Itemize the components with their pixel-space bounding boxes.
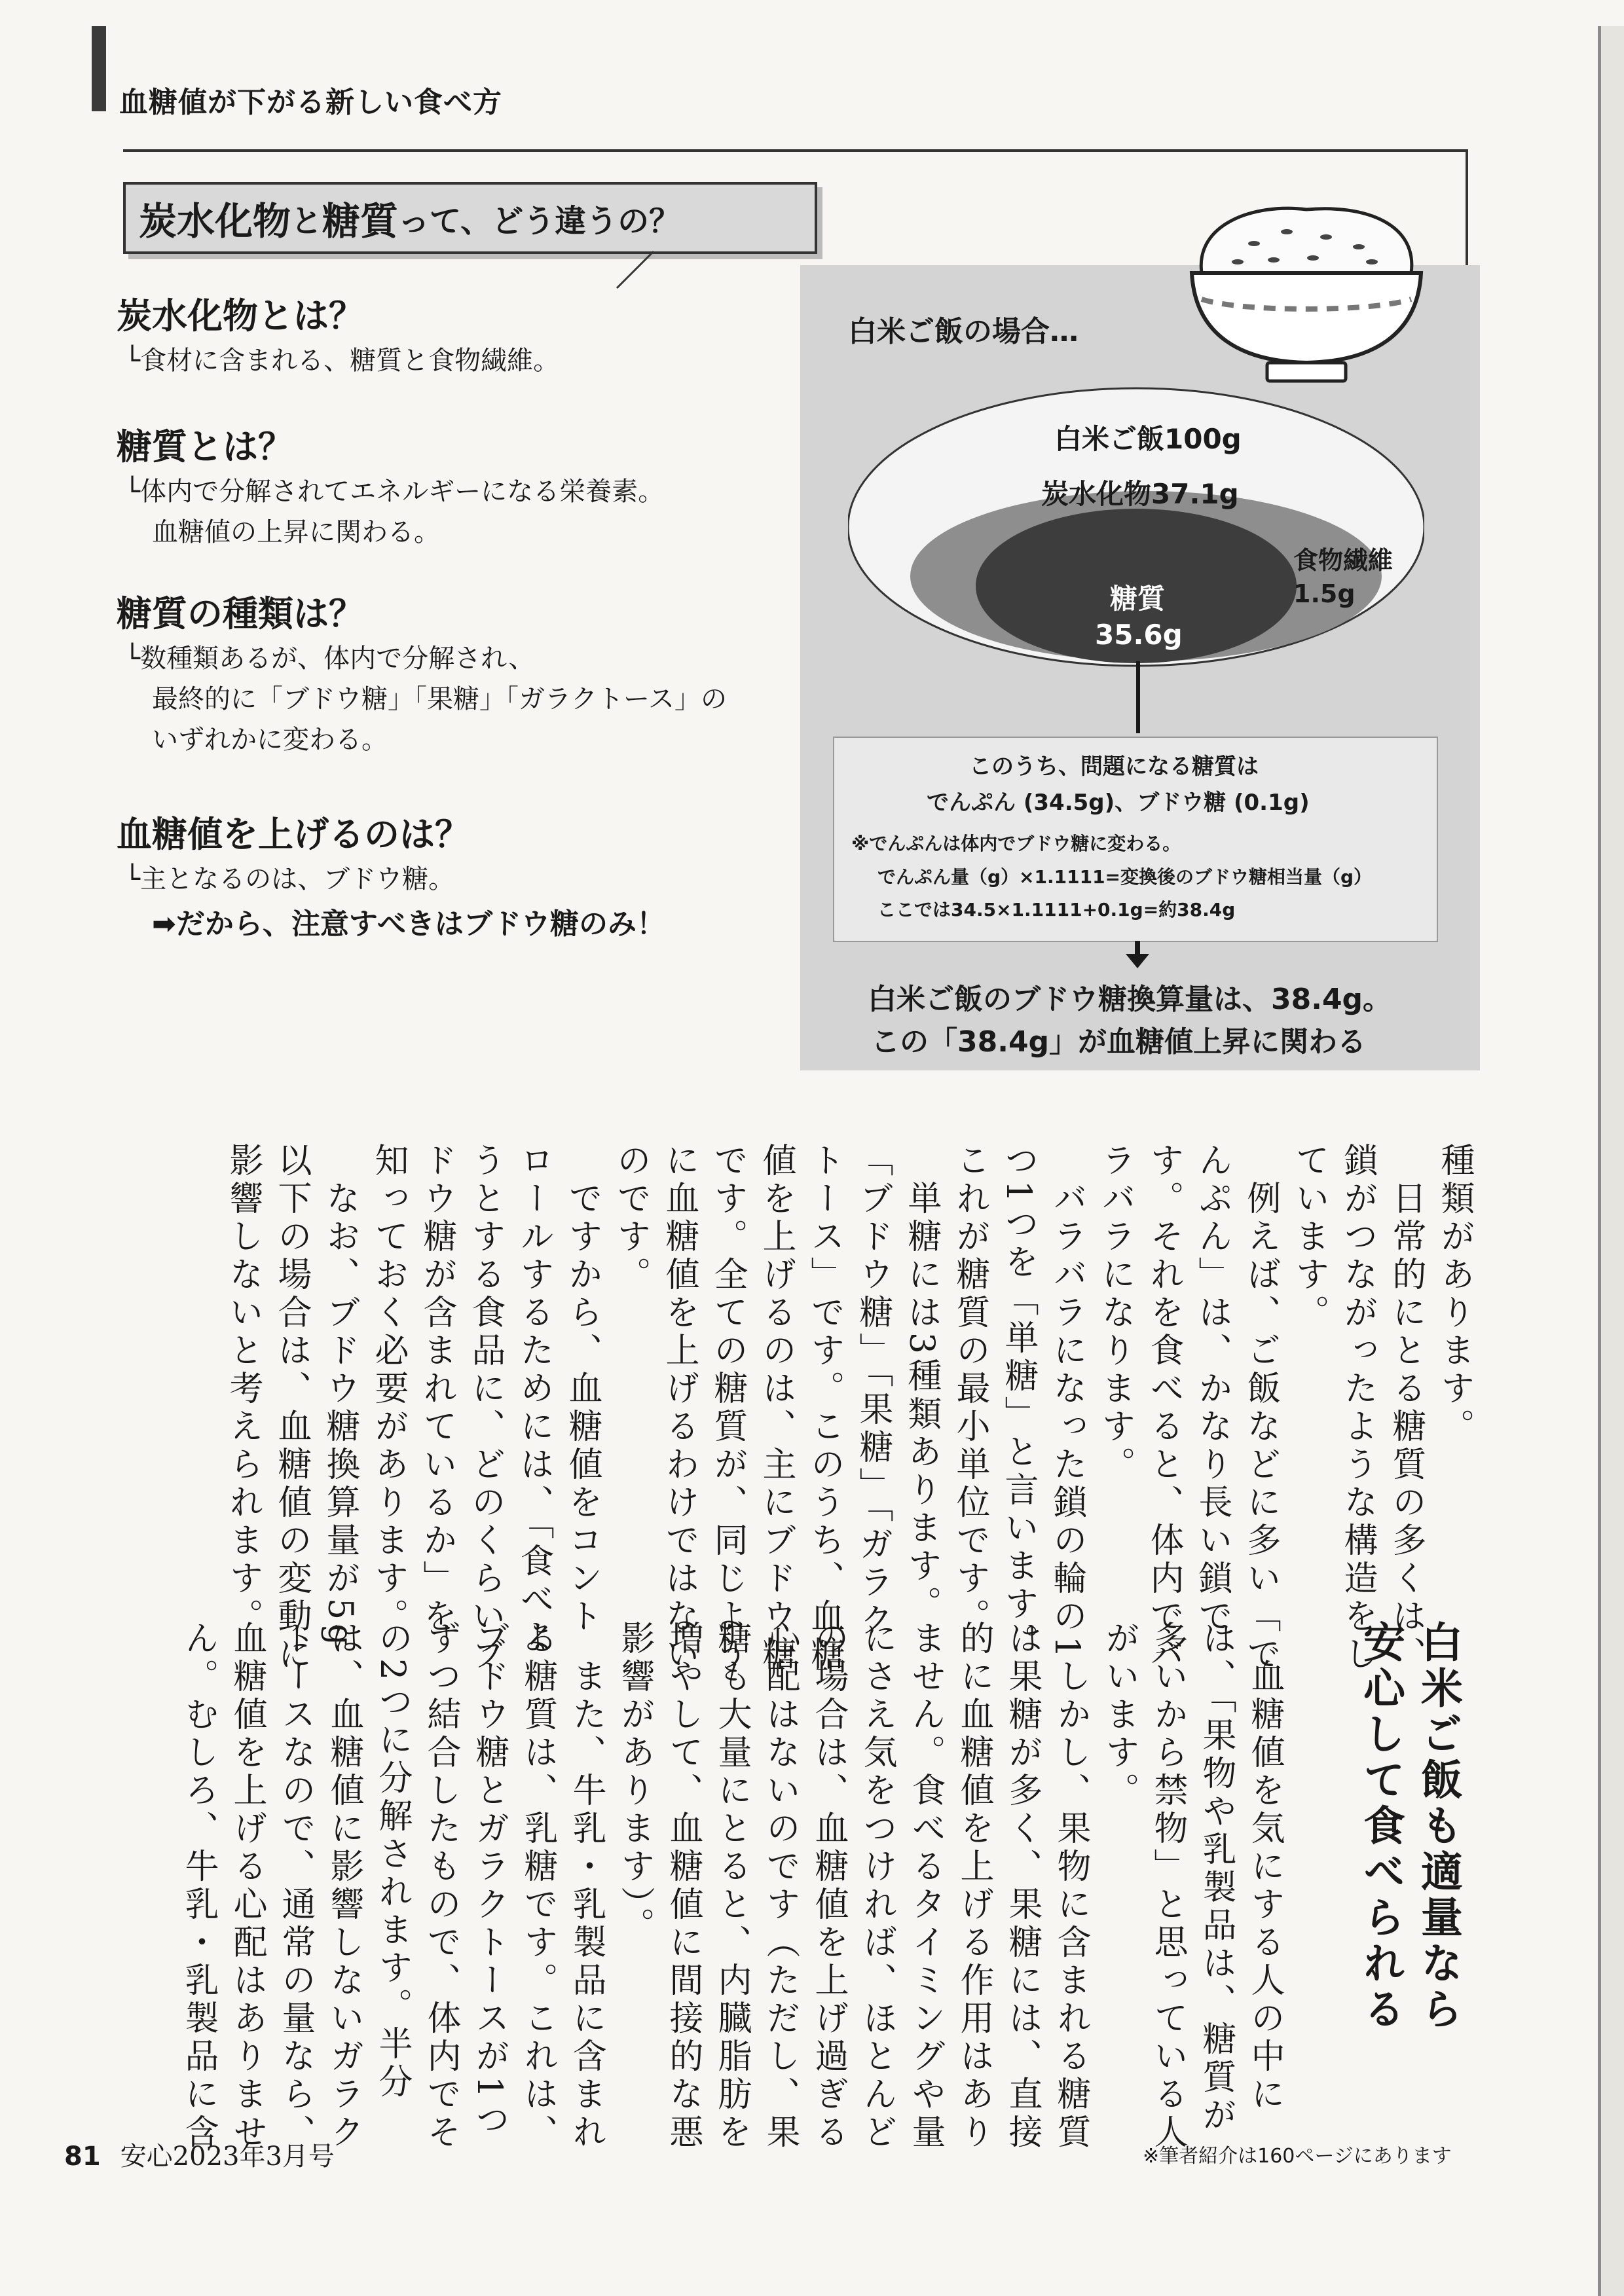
text-line: ラバラになります。 — [1096, 1142, 1135, 1484]
text-line: ずつ結合したもので、体内でそ — [421, 1620, 460, 2152]
emphasis-line: ➡だから、注意すべきはブドウ糖のみ！ — [152, 907, 665, 941]
text-line: ています。 — [1289, 1142, 1329, 1332]
detail-line: このうち、問題になる糖質は — [969, 754, 1259, 780]
text-line: 「ブドウ糖」「果糖」「ガラク — [853, 1142, 893, 1640]
answer-line: └食材に含まれる、糖質と食物繊維。 — [124, 346, 560, 376]
text-line: 増やして、血糖値に間接的な悪 — [663, 1620, 703, 2152]
text-line: バラバラになった鎖の輪の1 — [1047, 1142, 1086, 1662]
text-line: 値を上げるのは、主にブドウ糖 — [756, 1142, 796, 1674]
heading-part: と — [291, 202, 323, 240]
text-line: これが糖質の最小単位です。 — [950, 1142, 989, 1636]
text-line: 血糖値を上げる心配はありませ — [227, 1620, 267, 2152]
section-title: 血糖値が下がる新しい食べ方 — [119, 86, 502, 119]
text-line: また、牛乳・乳製品に含まれ — [566, 1620, 606, 2152]
detail-note: でんぷん量（g）×1.1111=変換後のブドウ糖相当量（g） — [877, 866, 1373, 888]
text-line: 心配はないのです（ただし、果 — [760, 1620, 800, 2152]
text-line: つ1つを「単糖」と言います。 — [999, 1142, 1038, 1662]
text-line: 多いから禁物」と思っている人 — [1148, 1620, 1187, 2152]
box-heading — [123, 182, 817, 254]
text-line: は、「果物や乳製品は、糖質が — [1196, 1620, 1236, 2135]
heading-part: 糖質 — [322, 199, 399, 244]
text-line: の場合は、血糖値を上げ過ぎる — [809, 1620, 848, 2152]
sub-heading-line: 白米ご飯も適量なら — [1414, 1620, 1462, 2033]
sub-heading — [1349, 1620, 1467, 2210]
detail-line: でんぷん (34.5g)、ブドウ糖 (0.1g) — [927, 790, 1310, 816]
text-line: ません。食べるタイミングや量 — [906, 1620, 945, 2152]
text-line: 単糖には3種類あります。 — [902, 1142, 941, 1624]
text-line: ロールするためには、「食べよ — [514, 1142, 553, 1657]
detail-note: ここでは34.5×1.1111+0.1g=約38.4g — [877, 899, 1236, 920]
speech-pointer-icon — [616, 250, 655, 289]
text-line: の2つに分解されます。半分 — [373, 1620, 412, 2102]
text-line: 知っておく必要があります。 — [369, 1142, 408, 1636]
question-heading: 糖質とは？ — [117, 426, 293, 467]
text-line: る糖質は、乳糖です。これは、 — [518, 1620, 557, 2152]
text-line: んぷん」は、かなり長い鎖で — [1192, 1142, 1232, 1636]
heading-part: 炭水化物 — [139, 199, 291, 244]
page-edge — [1598, 26, 1624, 2296]
text-line: 以下の場合は、血糖値の変動に — [272, 1142, 311, 1674]
answer-line: └数種類あるが、体内で分解され、 — [124, 644, 535, 674]
question-heading: 血糖値を上げるのは？ — [117, 814, 470, 855]
answer-line: 血糖値の上昇に関わる。 — [152, 517, 440, 547]
text-line: に血糖値を上げるわけではない — [659, 1142, 699, 1674]
text-line: です。全ての糖質が、同じよう — [708, 1142, 747, 1674]
carb-label: 炭水化物37.1g — [1041, 478, 1239, 510]
text-line: しかし、果物に含まれる糖質 — [1051, 1620, 1090, 2152]
body-text-bottom — [110, 1620, 1289, 2152]
text-line: 鎖がつながったような構造をし — [1338, 1142, 1377, 1674]
footer-left — [64, 2136, 335, 2173]
result-line: 白米ご飯のブドウ糖換算量は、38.4g。 — [868, 983, 1392, 1016]
header-accent-bar — [92, 26, 106, 111]
text-line: のです。 — [611, 1142, 650, 1294]
rice-label: 白米ご飯100g — [1054, 423, 1242, 455]
author-note: ※筆者紹介は160ページにあります — [1143, 2145, 1452, 2168]
text-line: 影響しないと考えられます。 — [223, 1142, 263, 1636]
connector-line — [1136, 661, 1140, 733]
text-line: うとする食品に、どのくらいブ — [466, 1142, 505, 1674]
rice-bowl-icon — [1175, 185, 1437, 394]
text-line: 的に血糖値を上げる作用はあり — [954, 1620, 993, 2152]
fiber-label: 食物繊維 — [1293, 546, 1393, 575]
sugar-value: 35.6g — [1095, 619, 1183, 651]
text-line: ドウ糖が含まれているか」を — [417, 1142, 456, 1636]
answer-line: └体内で分解されてエネルギーになる栄養素。 — [124, 477, 665, 507]
answer-line: └主となるのは、ブドウ糖。 — [124, 864, 455, 894]
text-line: 糖も大量にとると、内臓脂肪を — [712, 1620, 751, 2152]
detail-note: ※でんぷんは体内でブドウ糖に変わる。 — [851, 833, 1181, 854]
text-line: ブドウ糖とガラクトースが1つ — [470, 1620, 509, 2140]
fiber-value: 1.5g — [1293, 579, 1356, 608]
question-heading: 糖質の種類は？ — [117, 593, 364, 634]
sugar-label: 糖質 — [1110, 583, 1166, 615]
text-line: は、血糖値に影響しないガラク — [324, 1620, 363, 2152]
text-line: 影響があります）。 — [615, 1620, 654, 1945]
text-line: す。それを食べると、体内でバ — [1144, 1142, 1183, 1674]
text-line: トース」です。このうち、血糖 — [805, 1142, 844, 1674]
text-line: にさえ気をつければ、ほとんど — [857, 1620, 896, 2152]
answer-line: いずれかに変わる。 — [152, 725, 388, 755]
text-line: 種類があります。 — [1435, 1142, 1474, 1446]
sub-heading-line: 安心して食べられる — [1356, 1620, 1405, 2033]
heading-part: って、どう違うの？ — [398, 202, 681, 240]
page-number: 81 — [64, 2141, 101, 2172]
question-heading: 炭水化物とは？ — [117, 295, 364, 337]
text-line: なお、ブドウ糖換算量が5g — [320, 1142, 360, 1650]
text-line: ん。むしろ、牛乳・乳製品に含 — [179, 1620, 218, 2152]
text-line: 例えば、ご飯などに多い「で — [1241, 1142, 1280, 1674]
text-line: は果糖が多く、果糖には、直接 — [1003, 1620, 1042, 2152]
text-line: ですから、血糖値をコント — [563, 1142, 602, 1636]
text-line: 血糖値を気にする人の中に — [1245, 1620, 1284, 2114]
result-line: この「38.4g」が血糖値上昇に関わる — [871, 1025, 1367, 1059]
answer-line: 最終的に「ブドウ糖」「果糖」「ガラクトース」の — [152, 684, 727, 714]
text-line: がいます。 — [1099, 1620, 1139, 1810]
arrow-down-icon — [1123, 941, 1152, 970]
text-line: 日常的にとる糖質の多くは、 — [1386, 1142, 1426, 1674]
diagram-title: 白米ご飯の場合… — [848, 315, 1079, 348]
magazine-issue: 安心2023年3月号 — [120, 2141, 335, 2172]
text-line: トースなので、通常の量なら、 — [276, 1620, 315, 2152]
